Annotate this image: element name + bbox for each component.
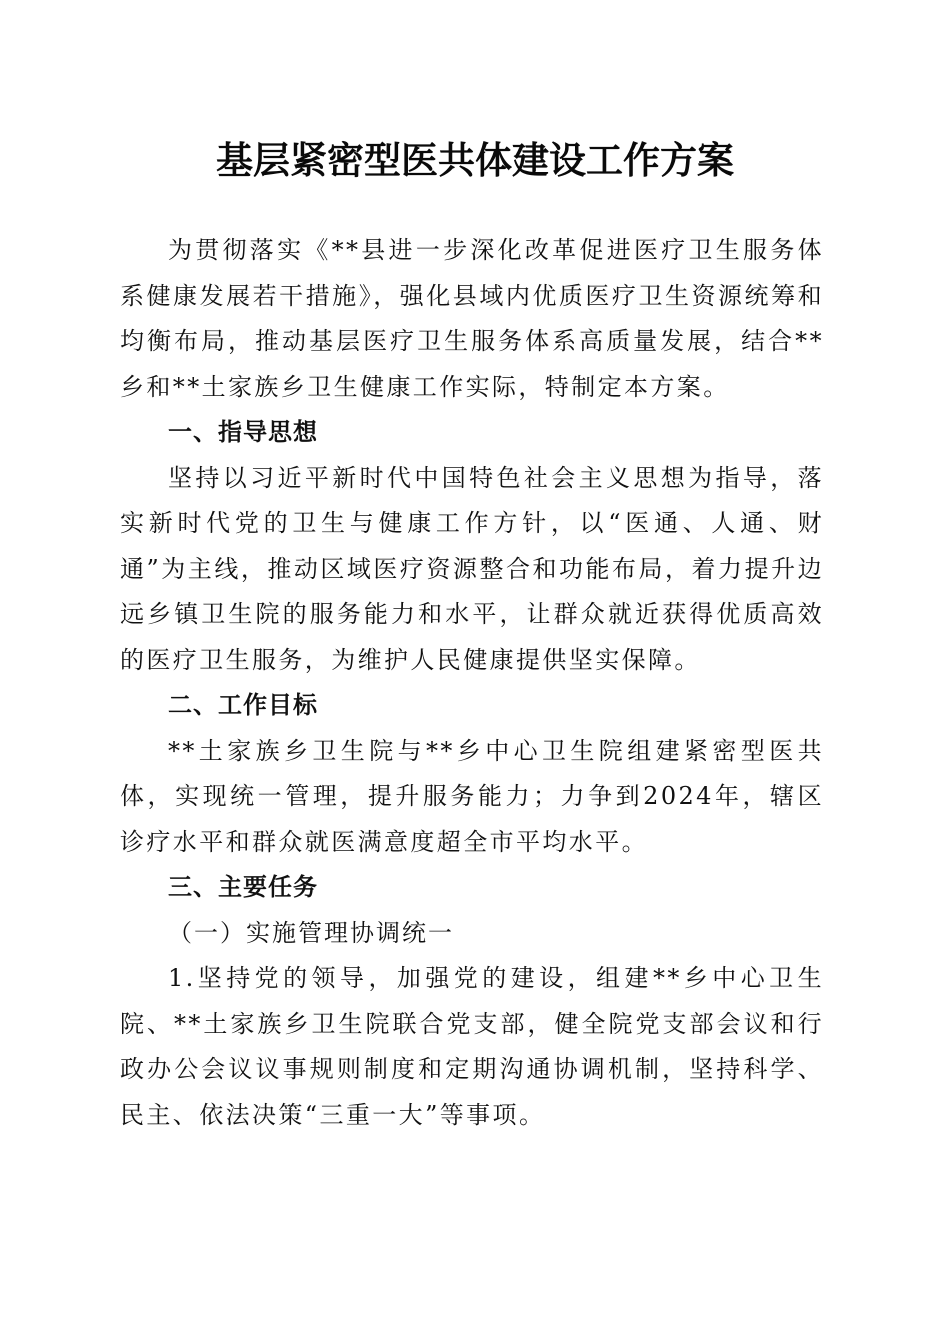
section-heading-work-goals: 二、工作目标 xyxy=(168,691,318,719)
guiding-thought-paragraph: 坚持以习近平新时代中国特色社会主义思想为指导，落实新时代党的卫生与健康工作方针，以“医通、人通、财通”为主线，推动区域医疗资源整合和功能布局，着力提升边远乡镇卫生院的服务能力和水平，让群众就近获得优质高效的医疗卫生服务，为维护人民健康提供坚实保障。 xyxy=(120,463,824,674)
section-heading-main-tasks: 三、主要任务 xyxy=(168,873,318,901)
subsection-heading-management: （一）实施管理协调统一 xyxy=(168,918,454,947)
document-title: 基层紧密型医共体建设工作方案 xyxy=(216,138,734,182)
intro-paragraph: 为贯彻落实《**县进一步深化改革促进医疗卫生服务体系健康发展若干措施》，强化县域内优质医疗卫生资源统筹和均衡布局，推动基层医疗卫生服务体系高质量发展，结合**乡和**土家族乡卫生健康工作实际，特制定本方案。 xyxy=(120,236,824,401)
section-heading-guiding-thought: 一、指导思想 xyxy=(168,418,318,446)
document-body xyxy=(120,228,824,1138)
work-goals-paragraph: **土家族乡卫生院与**乡中心卫生院组建紧密型医共体，实现统一管理，提升服务能力；力争到2024年，辖区诊疗水平和群众就医满意度超全市平均水平。 xyxy=(120,736,824,856)
task-item-1-paragraph: 1.坚持党的领导，加强党的建设，组建**乡中心卫生院、**土家族乡卫生院联合党支部，健全院党支部会议和行政办公会议议事规则制度和定期沟通协调机制，坚持科学、民主、依法决策“三重一大”等事项。 xyxy=(120,964,824,1129)
